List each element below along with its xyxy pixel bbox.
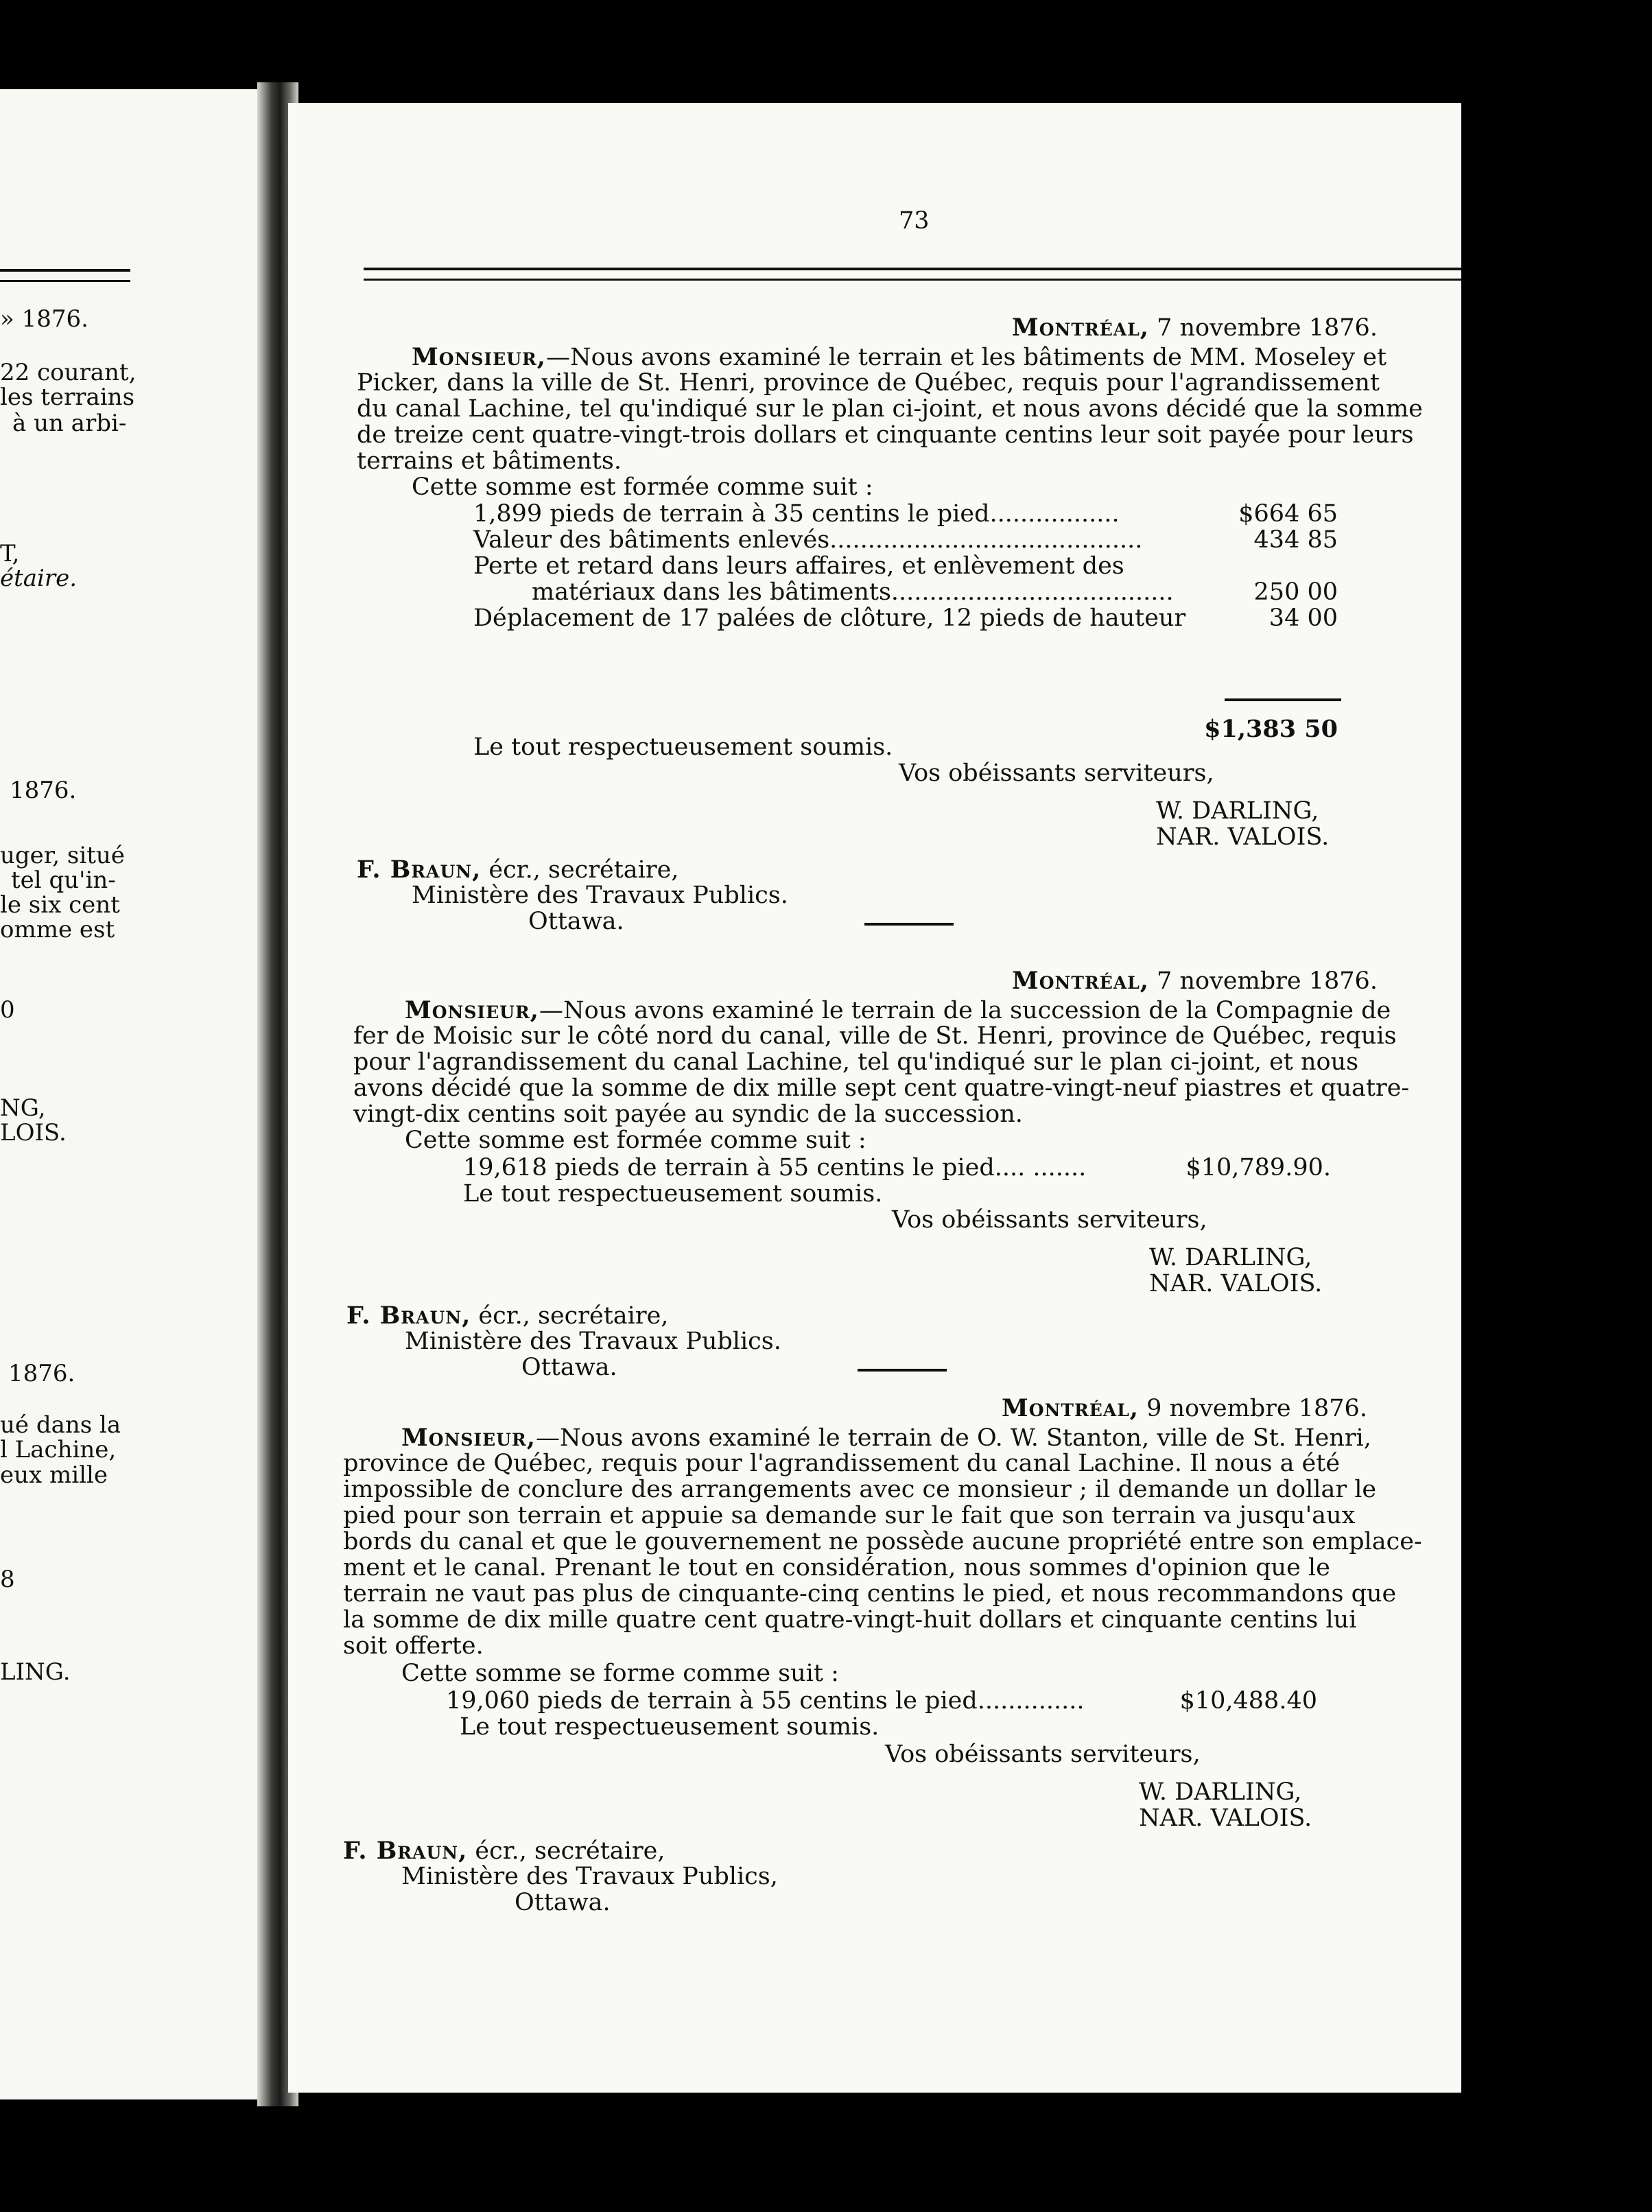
letter-1-signature: NAR. VALOIS.: [1156, 823, 1330, 851]
left-line: 1876.: [8, 1360, 75, 1387]
letter-1-item: Valeur des bâtiments enlevés.........................................: [473, 526, 1143, 554]
letter-3-closing: Le tout respectueusement soumis.: [460, 1713, 880, 1741]
letter-2-line: pour l'agrandissement du canal Lachine, tel qu'indiqué sur le plan ci-joint, et nous: [353, 1048, 1359, 1076]
letter-1-intro: Cette somme est formée comme suit :: [412, 473, 873, 501]
letter-3-line: terrain ne vaut pas plus de cinquante-cinq centins le pied, et nous recommandons que: [343, 1580, 1397, 1608]
page-number: 73: [899, 207, 930, 235]
left-line: 0: [0, 996, 15, 1024]
left-line: eux mille: [0, 1461, 108, 1489]
left-header-rule: [0, 269, 130, 282]
letter-1-line: Picker, dans la ville de St. Henri, province de Québec, requis pour l'agrandissement: [357, 369, 1380, 397]
letter-1-valediction: Vos obéissants serviteurs,: [899, 760, 1214, 787]
left-line: » 1876.: [0, 305, 88, 333]
letter-2-signature: W. DARLING,: [1149, 1244, 1312, 1271]
left-line: LOIS.: [0, 1119, 67, 1146]
right-page: [288, 103, 1461, 2093]
letter-3-line: impossible de conclure des arrangements avec ce monsieur ; il demande un dollar le: [343, 1476, 1377, 1503]
header-rule: [364, 268, 1461, 281]
letter-1-sum-rule: [1225, 698, 1341, 701]
letter-3-amount: $10,488.40: [1179, 1687, 1317, 1715]
letter-2-signature: NAR. VALOIS.: [1149, 1270, 1323, 1297]
letter-2-intro: Cette somme est formée comme suit :: [405, 1127, 866, 1154]
left-line: ué dans la: [0, 1411, 121, 1439]
letter-1-line-1: Monsieur,—Nous avons examiné le terrain et les bâtiments de MM. Moseley et: [412, 343, 1387, 371]
letter-3-signature: W. DARLING,: [1139, 1778, 1302, 1806]
left-page-fragment: [0, 89, 257, 2099]
letter-3-date: Montréal, 9 novembre 1876.: [1002, 1394, 1367, 1422]
letter-3-city: Ottawa.: [515, 1889, 611, 1916]
section-separator: [864, 923, 954, 926]
letter-1-item: Déplacement de 17 palées de clôture, 12 pieds de hauteur: [473, 604, 1186, 632]
letter-3-line: la somme de dix mille quatre cent quatre-vingt-huit dollars et cinquante centins lui: [343, 1606, 1357, 1634]
letter-2-city: Ottawa.: [521, 1354, 617, 1381]
letter-1-amount: 250 00: [1253, 578, 1338, 606]
left-line: le six cent: [0, 891, 120, 919]
letter-3-intro: Cette somme se forme comme suit :: [401, 1660, 839, 1687]
letter-1-amount: 34 00: [1268, 604, 1338, 632]
letter-2-closing: Le tout respectueusement soumis.: [463, 1180, 883, 1208]
letter-2-item: 19,618 pieds de terrain à 55 centins le pied.... .......: [463, 1154, 1087, 1181]
letter-3-line: bords du canal et que le gouvernement ne possède aucune propriété entre son emplace-: [343, 1528, 1422, 1555]
left-line: 8: [0, 1566, 15, 1593]
letter-1-line: du canal Lachine, tel qu'indiqué sur le plan ci-joint, et nous avons décidé que la somme: [357, 395, 1423, 423]
letter-1-date: Montréal, 7 novembre 1876.: [1012, 314, 1378, 342]
letter-3-line: soit offerte.: [343, 1632, 484, 1660]
letter-2-addressee: F. Braun, écr., secrétaire,: [346, 1302, 669, 1330]
letter-1-closing: Le tout respectueusement soumis.: [473, 733, 893, 761]
letter-1-item: matériaux dans les bâtiments.....................................: [532, 578, 1174, 606]
left-line: les terrains: [0, 384, 135, 411]
letter-3-line: province de Québec, requis pour l'agrandissement du canal Lachine. Il nous a été: [343, 1450, 1341, 1477]
left-line: omme est: [0, 916, 115, 943]
letter-1-total: $1,383 50: [1204, 715, 1338, 743]
letter-1-line: terrains et bâtiments.: [357, 447, 622, 475]
letter-3-line: ment et le canal. Prenant le tout en considération, nous sommes d'opinion que le: [343, 1554, 1330, 1581]
left-line: étaire.: [0, 565, 78, 592]
letter-2-line: fer de Moisic sur le côté nord du canal, ville de St. Henri, province de Québec, requis: [353, 1022, 1397, 1050]
left-line: uger, situé: [0, 842, 125, 869]
left-line: 1876.: [10, 777, 77, 804]
section-separator: [858, 1369, 947, 1372]
left-line: à un arbi-: [12, 410, 127, 437]
letter-1-item: Perte et retard dans leurs affaires, et enlèvement des: [473, 552, 1124, 580]
letter-3-line-1: Monsieur,—Nous avons examiné le terrain de O. W. Stanton, ville de St. Henri,: [401, 1424, 1371, 1452]
letter-3-line: pied pour son terrain et appuie sa demande sur le fait que son terrain va jusqu'aux: [343, 1502, 1356, 1529]
letter-1-signature: W. DARLING,: [1156, 797, 1319, 825]
letter-2-ministry: Ministère des Travaux Publics.: [405, 1328, 781, 1355]
letter-1-amount: 434 85: [1253, 526, 1338, 554]
letter-2-date: Montréal, 7 novembre 1876.: [1012, 967, 1378, 995]
left-line: l Lachine,: [0, 1436, 117, 1463]
letter-2-amount: $10,789.90.: [1185, 1154, 1331, 1181]
letter-3-signature: NAR. VALOIS.: [1139, 1804, 1312, 1832]
letter-3-item: 19,060 pieds de terrain à 55 centins le pied..............: [446, 1687, 1085, 1715]
left-line: NG,: [0, 1094, 46, 1122]
left-line: T,: [0, 540, 20, 567]
letter-2-line: vingt-dix centins soit payée au syndic de la succession.: [353, 1101, 1023, 1128]
letter-2-valediction: Vos obéissants serviteurs,: [892, 1206, 1207, 1234]
letter-3-valediction: Vos obéissants serviteurs,: [885, 1741, 1201, 1768]
letter-1-amount: $664 65: [1238, 500, 1338, 528]
letter-2-line-1: Monsieur,—Nous avons examiné le terrain de la succession de la Compagnie de: [405, 996, 1391, 1024]
letter-1-item: 1,899 pieds de terrain à 35 centins le pied.................: [473, 500, 1120, 528]
letter-2-line: avons décidé que la somme de dix mille sept cent quatre-vingt-neuf piastres et quatre-: [353, 1074, 1410, 1102]
letter-3-addressee: F. Braun, écr., secrétaire,: [343, 1837, 665, 1865]
letter-3-ministry: Ministère des Travaux Publics,: [401, 1863, 778, 1890]
letter-1-line: de treize cent quatre-vingt-trois dollars et cinquante centins leur soit payée pour leurs: [357, 421, 1414, 449]
letter-1-ministry: Ministère des Travaux Publics.: [412, 882, 788, 909]
left-line: tel qu'in-: [11, 867, 116, 894]
letter-1-city: Ottawa.: [528, 908, 624, 935]
left-line: LING.: [0, 1658, 71, 1686]
letter-1-addressee: F. Braun, écr., secrétaire,: [357, 856, 679, 884]
left-line: 22 courant,: [0, 359, 137, 386]
